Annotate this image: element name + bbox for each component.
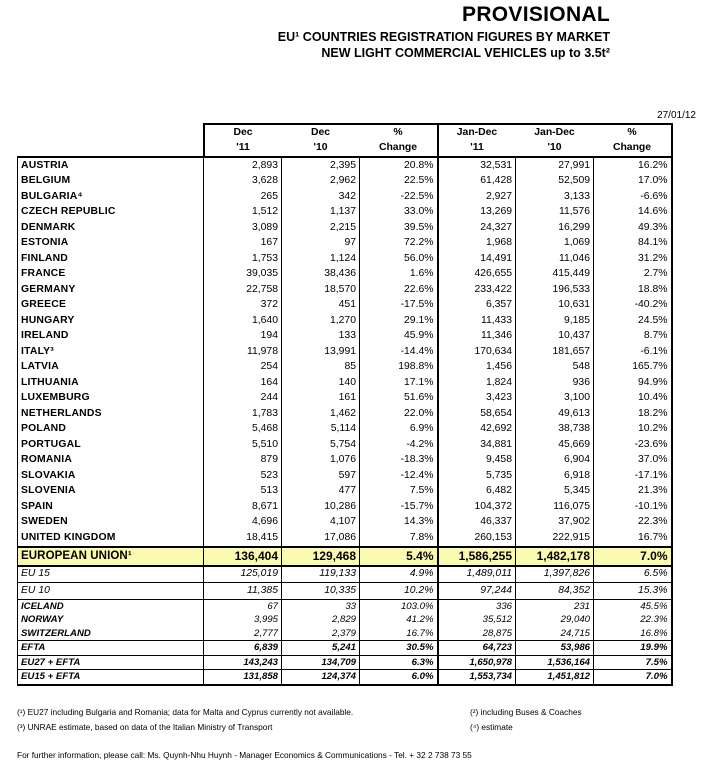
table-cell: 58,654	[438, 406, 516, 422]
column-header: Jan-Dec	[438, 124, 516, 141]
table-cell: 15.3%	[594, 583, 672, 600]
country-row	[18, 236, 672, 252]
table-cell: 17,086	[282, 530, 360, 547]
table-cell: 181,657	[516, 344, 594, 360]
row-label: POLAND	[18, 422, 204, 438]
table-cell: 125,019	[204, 566, 282, 583]
row-label: SWEDEN	[18, 515, 204, 531]
column-subheader: '10	[547, 142, 562, 154]
row-label: FRANCE	[18, 267, 204, 283]
row-label: EUROPEAN UNION¹	[18, 547, 204, 566]
registration-table	[17, 123, 673, 686]
country-row	[18, 313, 672, 329]
table-cell: 231	[516, 599, 594, 613]
table-cell: 5,754	[282, 437, 360, 453]
table-cell: 11,433	[438, 313, 516, 329]
table-cell: 336	[438, 599, 516, 613]
table-cell: 38,738	[516, 422, 594, 438]
table-cell: 11,385	[204, 583, 282, 600]
table-cell: 1,824	[438, 375, 516, 391]
page-title: PROVISIONAL	[462, 3, 610, 26]
column-header: %	[594, 124, 672, 141]
table-cell: 260,153	[438, 530, 516, 547]
row-label: SLOVAKIA	[18, 468, 204, 484]
table-cell: 131,858	[204, 670, 282, 685]
table-cell: 1.6%	[360, 267, 438, 283]
table-cell: 5.4%	[360, 547, 438, 566]
country-row	[18, 220, 672, 236]
table-cell: 140	[282, 375, 360, 391]
country-row	[18, 406, 672, 422]
table-cell: 6,482	[438, 484, 516, 500]
table-cell: 6,357	[438, 298, 516, 314]
table-cell: 21.3%	[594, 484, 672, 500]
table-cell: 28,875	[438, 627, 516, 641]
table-cell: 1,137	[282, 205, 360, 221]
table-cell: 222,915	[516, 530, 594, 547]
table-cell: 6.3%	[360, 655, 438, 670]
country-row	[18, 391, 672, 407]
table-cell: 2,829	[282, 613, 360, 627]
row-label: LATVIA	[18, 360, 204, 376]
table-cell: 30.5%	[360, 641, 438, 656]
table-cell: 477	[282, 484, 360, 500]
table-cell: 143,243	[204, 655, 282, 670]
table-cell: -23.6%	[594, 437, 672, 453]
table-cell: 6.5%	[594, 566, 672, 583]
table-cell: 22.6%	[360, 282, 438, 298]
table-cell: 16.8%	[594, 627, 672, 641]
table-cell: 1,650,978	[438, 655, 516, 670]
country-row	[18, 344, 672, 360]
row-label: DENMARK	[18, 220, 204, 236]
country-row	[18, 375, 672, 391]
table-cell: 19.9%	[594, 641, 672, 656]
report-subtitle: EU¹ COUNTRIES REGISTRATION FIGURES BY MARKET	[277, 30, 610, 44]
table-cell: 31.2%	[594, 251, 672, 267]
table-cell: 124,374	[282, 670, 360, 685]
table-cell: 116,075	[516, 499, 594, 515]
table-cell: -6.1%	[594, 344, 672, 360]
table-cell: 16,299	[516, 220, 594, 236]
table-cell: 597	[282, 468, 360, 484]
table-cell: 6,839	[204, 641, 282, 656]
row-label: PORTUGAL	[18, 437, 204, 453]
table-cell: 129,468	[282, 547, 360, 566]
table-cell: 6,904	[516, 453, 594, 469]
table-cell: 2,215	[282, 220, 360, 236]
row-label: AUSTRIA	[18, 157, 204, 174]
column-subheader: '11	[470, 142, 484, 154]
table-cell: 14.6%	[594, 205, 672, 221]
table-cell: 17.0%	[594, 174, 672, 190]
table-cell: -40.2%	[594, 298, 672, 314]
column-subheader: Change	[360, 141, 438, 158]
report-subtitle-vehicles: NEW LIGHT COMMERCIAL VEHICLES up to 3.5t²	[321, 46, 610, 60]
table-cell: 64,723	[438, 641, 516, 656]
row-label: EFTA	[18, 641, 204, 656]
table-cell: 103.0%	[360, 599, 438, 613]
table-cell: 6.0%	[360, 670, 438, 685]
table-cell: 27,991	[516, 157, 594, 174]
table-cell: 1,536,164	[516, 655, 594, 670]
footnote-buses: (²) including Buses & Coaches	[470, 707, 582, 717]
table-cell: 10,335	[282, 583, 360, 600]
country-row	[18, 267, 672, 283]
footnote-unrae: (³) UNRAE estimate, based on data of the Italian Ministry of Transport	[17, 722, 273, 732]
country-row	[18, 515, 672, 531]
table-cell: 2,962	[282, 174, 360, 190]
column-header: Dec	[282, 124, 360, 141]
table-cell: 133	[282, 329, 360, 345]
table-cell: 9,185	[516, 313, 594, 329]
table-cell: 10,437	[516, 329, 594, 345]
table-cell: 10.2%	[360, 583, 438, 600]
footnote-eu27: (¹) EU27 including Bulgaria and Romania; data for Malta and Cyprus currently not available.	[17, 707, 354, 717]
table-cell: 61,428	[438, 174, 516, 190]
table-cell: 5,345	[516, 484, 594, 500]
table-cell: 14.3%	[360, 515, 438, 531]
table-cell: 3,133	[516, 189, 594, 205]
column-header: Jan-Dec	[516, 124, 594, 141]
table-cell: 198.8%	[360, 360, 438, 376]
table-cell: 24,327	[438, 220, 516, 236]
table-cell: -22.5%	[360, 189, 438, 205]
country-row	[18, 484, 672, 500]
table-cell: 1,586,255	[438, 547, 516, 566]
column-subheader: '11	[204, 141, 282, 158]
table-cell: 1,553,734	[438, 670, 516, 685]
country-row	[18, 468, 672, 484]
table-cell: 97,244	[438, 583, 516, 600]
row-label: ESTONIA	[18, 236, 204, 252]
country-row	[18, 437, 672, 453]
table-cell: 10,631	[516, 298, 594, 314]
table-cell: 3,995	[204, 613, 282, 627]
row-label: EU15 + EFTA	[18, 670, 204, 685]
table-cell: 233,422	[438, 282, 516, 298]
table-cell: 2,379	[282, 627, 360, 641]
table-cell: 194	[204, 329, 282, 345]
table-cell: 22,758	[204, 282, 282, 298]
table-cell: 16.7%	[360, 627, 438, 641]
table-cell: 10.2%	[594, 422, 672, 438]
row-label: EU 15	[18, 566, 204, 583]
table-cell: 4.9%	[360, 566, 438, 583]
country-row	[18, 157, 672, 174]
country-row	[18, 251, 672, 267]
table-cell: 49.3%	[594, 220, 672, 236]
table-cell: 46,337	[438, 515, 516, 531]
table-cell: 22.0%	[360, 406, 438, 422]
table-cell: 35,512	[438, 613, 516, 627]
table-cell: 1,753	[204, 251, 282, 267]
table-cell: 8.7%	[594, 329, 672, 345]
table-cell: 548	[516, 360, 594, 376]
country-row	[18, 530, 672, 547]
table-cell: 56.0%	[360, 251, 438, 267]
row-label: HUNGARY	[18, 313, 204, 329]
table-cell: 51.6%	[360, 391, 438, 407]
table-cell: 94.9%	[594, 375, 672, 391]
table-cell: 2,927	[438, 189, 516, 205]
row-label: SPAIN	[18, 499, 204, 515]
table-cell: 1,968	[438, 236, 516, 252]
table-cell: -4.2%	[360, 437, 438, 453]
table-cell: -17.1%	[594, 468, 672, 484]
table-cell: 254	[204, 360, 282, 376]
table-cell: 164	[204, 375, 282, 391]
table-cell: 1,783	[204, 406, 282, 422]
table-cell: 29,040	[516, 613, 594, 627]
table-cell: 16.2%	[594, 157, 672, 174]
table-cell: 3,089	[204, 220, 282, 236]
table-cell: 1,069	[516, 236, 594, 252]
table-cell: 372	[204, 298, 282, 314]
table-cell: 1,397,826	[516, 566, 594, 583]
table-cell: 22.3%	[594, 515, 672, 531]
row-label: GREECE	[18, 298, 204, 314]
table-cell: 5,510	[204, 437, 282, 453]
header-row-1	[18, 124, 672, 141]
eu-total-row	[18, 547, 672, 566]
efta-country-row	[18, 613, 672, 627]
row-label: LUXEMBURG	[18, 391, 204, 407]
country-row	[18, 282, 672, 298]
table-cell: 24.5%	[594, 313, 672, 329]
column-header: Dec	[204, 124, 282, 141]
table-cell: 13,991	[282, 344, 360, 360]
table-cell: 18.2%	[594, 406, 672, 422]
eu15-efta-row	[18, 670, 672, 685]
table-cell: 84.1%	[594, 236, 672, 252]
row-label: EU27 + EFTA	[18, 655, 204, 670]
table-cell: 37,902	[516, 515, 594, 531]
contact-info: For further information, please call: Ms. Quynh-Nhu Huynh - Manager Economics & Communications - Tel. + 32 2 738 73 55	[17, 750, 472, 760]
table-cell: 426,655	[438, 267, 516, 283]
row-label: SWITZERLAND	[18, 627, 204, 641]
column-subheader: Change	[594, 141, 672, 158]
row-label: NETHERLANDS	[18, 406, 204, 422]
efta-total-row	[18, 641, 672, 656]
row-label: FINLAND	[18, 251, 204, 267]
row-label: LITHUANIA	[18, 375, 204, 391]
table-cell: 11,978	[204, 344, 282, 360]
table-cell: -15.7%	[360, 499, 438, 515]
table-cell: 2.7%	[594, 267, 672, 283]
table-cell: 10.4%	[594, 391, 672, 407]
table-cell: 1,456	[438, 360, 516, 376]
country-row	[18, 174, 672, 190]
table-cell: -12.4%	[360, 468, 438, 484]
row-label: BELGIUM	[18, 174, 204, 190]
row-label: UNITED KINGDOM	[18, 530, 204, 547]
eu10-row	[18, 583, 672, 600]
eu15-row	[18, 566, 672, 583]
table-cell: 16.7%	[594, 530, 672, 547]
table-cell: 244	[204, 391, 282, 407]
table-cell: 85	[282, 360, 360, 376]
table-cell: 18.8%	[594, 282, 672, 298]
table-cell: 2,777	[204, 627, 282, 641]
table-cell: 5,241	[282, 641, 360, 656]
table-cell: 3,628	[204, 174, 282, 190]
table-cell: 451	[282, 298, 360, 314]
table-cell: 5,735	[438, 468, 516, 484]
table-cell: -10.1%	[594, 499, 672, 515]
efta-country-row	[18, 599, 672, 613]
table-cell: 22.3%	[594, 613, 672, 627]
table-cell: 6,918	[516, 468, 594, 484]
row-label: BULGARIA⁴	[18, 189, 204, 205]
table-cell: 38,436	[282, 267, 360, 283]
row-label: EU 10	[18, 583, 204, 600]
table-cell: 10,286	[282, 499, 360, 515]
table-cell: 13,269	[438, 205, 516, 221]
table-cell: 119,133	[282, 566, 360, 583]
table-cell: 265	[204, 189, 282, 205]
table-cell: 11,576	[516, 205, 594, 221]
column-header: %	[360, 124, 438, 141]
row-label: NORWAY	[18, 613, 204, 627]
table-cell: 5,114	[282, 422, 360, 438]
table-cell: 2,395	[282, 157, 360, 174]
table-cell: 1,124	[282, 251, 360, 267]
table-cell: 7.8%	[360, 530, 438, 547]
row-label: ROMANIA	[18, 453, 204, 469]
table-cell: 7.5%	[594, 655, 672, 670]
table-cell: 7.0%	[594, 547, 672, 566]
eu27-efta-row	[18, 655, 672, 670]
table-cell: 7.5%	[360, 484, 438, 500]
table-cell: -18.3%	[360, 453, 438, 469]
table-cell: 29.1%	[360, 313, 438, 329]
header-row-2	[18, 141, 672, 158]
table-cell: 37.0%	[594, 453, 672, 469]
table-cell: 161	[282, 391, 360, 407]
table-cell: 1,482,178	[516, 547, 594, 566]
table-cell: -17.5%	[360, 298, 438, 314]
table-cell: 32,531	[438, 157, 516, 174]
table-cell: 1,076	[282, 453, 360, 469]
table-cell: 4,107	[282, 515, 360, 531]
table-cell: 17.1%	[360, 375, 438, 391]
table-cell: 9,458	[438, 453, 516, 469]
table-cell: 513	[204, 484, 282, 500]
table-cell: 1,270	[282, 313, 360, 329]
table-cell: 134,709	[282, 655, 360, 670]
country-row	[18, 205, 672, 221]
country-row	[18, 360, 672, 376]
table-cell: 104,372	[438, 499, 516, 515]
table-cell: 165.7%	[594, 360, 672, 376]
table-cell: 67	[204, 599, 282, 613]
table-cell: 33	[282, 599, 360, 613]
table-cell: 39,035	[204, 267, 282, 283]
country-row	[18, 422, 672, 438]
table-cell: 33.0%	[360, 205, 438, 221]
table-cell: 170,634	[438, 344, 516, 360]
table-cell: 45.9%	[360, 329, 438, 345]
table-cell: 1,451,812	[516, 670, 594, 685]
table-cell: 2,893	[204, 157, 282, 174]
table-cell: 42,692	[438, 422, 516, 438]
table-cell: 5,468	[204, 422, 282, 438]
table-cell: 1,640	[204, 313, 282, 329]
table-cell: 34,881	[438, 437, 516, 453]
table-cell: 39.5%	[360, 220, 438, 236]
row-label: ITALY³	[18, 344, 204, 360]
table-cell: 1,512	[204, 205, 282, 221]
country-row	[18, 189, 672, 205]
table-cell: 167	[204, 236, 282, 252]
table-cell: 1,462	[282, 406, 360, 422]
table-cell: 7.0%	[594, 670, 672, 685]
table-cell: 3,100	[516, 391, 594, 407]
row-label: GERMANY	[18, 282, 204, 298]
table-cell: 14,491	[438, 251, 516, 267]
table-cell: 6.9%	[360, 422, 438, 438]
table-cell: 45.5%	[594, 599, 672, 613]
table-cell: 1,489,011	[438, 566, 516, 583]
table-cell: 84,352	[516, 583, 594, 600]
country-row	[18, 298, 672, 314]
table-cell: 879	[204, 453, 282, 469]
footnote-estimate: (⁴) estimate	[470, 722, 513, 732]
table-cell: 41.2%	[360, 613, 438, 627]
table-cell: 49,613	[516, 406, 594, 422]
table-cell: -6.6%	[594, 189, 672, 205]
table-cell: 11,346	[438, 329, 516, 345]
table-cell: 24,715	[516, 627, 594, 641]
row-label: CZECH REPUBLIC	[18, 205, 204, 221]
table-cell: 45,669	[516, 437, 594, 453]
table-cell: 196,533	[516, 282, 594, 298]
table-cell: 72.2%	[360, 236, 438, 252]
efta-country-row	[18, 627, 672, 641]
row-label: SLOVENIA	[18, 484, 204, 500]
country-row	[18, 329, 672, 345]
table-cell: 52,509	[516, 174, 594, 190]
table-cell: 97	[282, 236, 360, 252]
table-cell: 11,046	[516, 251, 594, 267]
table-cell: 8,671	[204, 499, 282, 515]
table-cell: 936	[516, 375, 594, 391]
table-cell: 22.5%	[360, 174, 438, 190]
table-cell: 415,449	[516, 267, 594, 283]
table-cell: 18,570	[282, 282, 360, 298]
table-cell: 3,423	[438, 391, 516, 407]
table-cell: 4,696	[204, 515, 282, 531]
row-label: IRELAND	[18, 329, 204, 345]
table-cell: -14.4%	[360, 344, 438, 360]
table-cell: 18,415	[204, 530, 282, 547]
table-cell: 523	[204, 468, 282, 484]
row-label: ICELAND	[18, 599, 204, 613]
table-cell: 53,986	[516, 641, 594, 656]
table-cell: 136,404	[204, 547, 282, 566]
table-cell: 20.8%	[360, 157, 438, 174]
report-date: 27/01/12	[657, 110, 696, 121]
table-cell: 342	[282, 189, 360, 205]
country-row	[18, 453, 672, 469]
column-subheader: '10	[313, 142, 328, 154]
country-row	[18, 499, 672, 515]
